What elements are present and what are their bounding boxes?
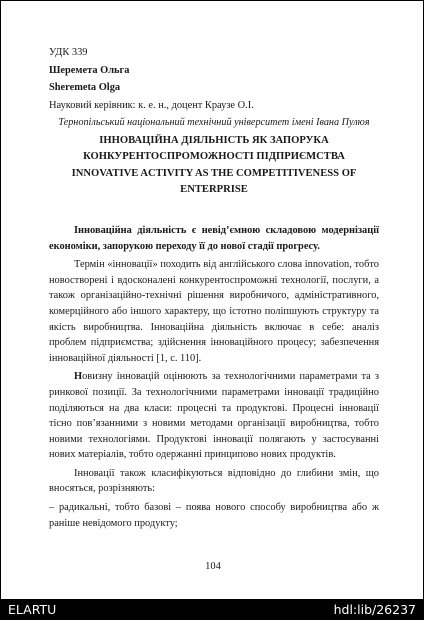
page-number: 104 — [205, 561, 221, 572]
udk-code: УДК 339 — [49, 47, 88, 58]
list-item-radical: – радикальні, тобто базові – поява нового способу виробництва або ж раніше невідомого продукту; — [49, 502, 379, 529]
author-name-en: Sheremeta Olga — [49, 82, 121, 94]
author-name-uk: Шеремета Ольга — [49, 64, 130, 76]
affiliation: Тернопільський національний технічний університет імені Івана Пулюя — [58, 117, 370, 129]
paragraph-2-initial: Н — [74, 371, 83, 383]
repository-footer — [0, 600, 424, 620]
title-en-line2: ENTERPRISE — [180, 184, 248, 196]
paper-title — [49, 133, 379, 199]
paragraph-2 — [49, 369, 379, 463]
footer-repository-name: ELARTU — [8, 602, 57, 617]
paragraph-3: Інновації також класифікуються відповідно до глибини змін, що вносяться, розрізняють: — [49, 467, 379, 495]
supervisor: Науковий керівник: к. е. н., доцент Краузе О.І. — [49, 99, 254, 111]
paper-page — [49, 37, 379, 531]
abstract: Інноваційна діяльність є невід’ємною складовою модернізації економіки, запорукою переходу її до нової стадії прогресу. — [49, 224, 379, 252]
paragraph-1: Термін «інновації» походить від англійського слова innovation, тобто новостворені і вдосконалені конкурентоспроможні технології, послуги, а також організаційно-технічні рішення виробничого, адміністративного, комерційного або іншого характеру, що істотно поліпшують структуру та якість виробництва. Інноваційна діяльність включає в себе: аналіз проблем підприємства; здійснення інноваційного процесу; забезпечення інноваційної діяльності [1, с. 110]. — [49, 259, 379, 364]
title-en-line1: INNOVATIVE ACTIVITY AS THE COMPETITIVENESS OF — [71, 167, 357, 179]
title-uk-line2: КОНКУРЕНТОСПРОМОЖНОСТІ ПІДПРИЄМСТВА — [83, 151, 345, 163]
title-uk-line1: ІННОВАЦІЙНА ДІЯЛЬНІСТЬ ЯК ЗАПОРУКА — [99, 134, 329, 146]
footer-handle-link[interactable]: hdl:lib/26237 — [333, 602, 416, 617]
paragraph-2-text: овизну інновацій оцінюють за технологічними параметрами та з ринкової позиції. За технологічними параметрами інновації традиційно поділяються на два класи: процесні та продуктові. Процесні інновації тісно пов’язанними з новими методами організації виробництва, тобто новими технологіями. Продуктові інновації полягають у застосуванні нових матеріалів, тобто одержанні принципово нових продуктів. — [49, 371, 379, 461]
